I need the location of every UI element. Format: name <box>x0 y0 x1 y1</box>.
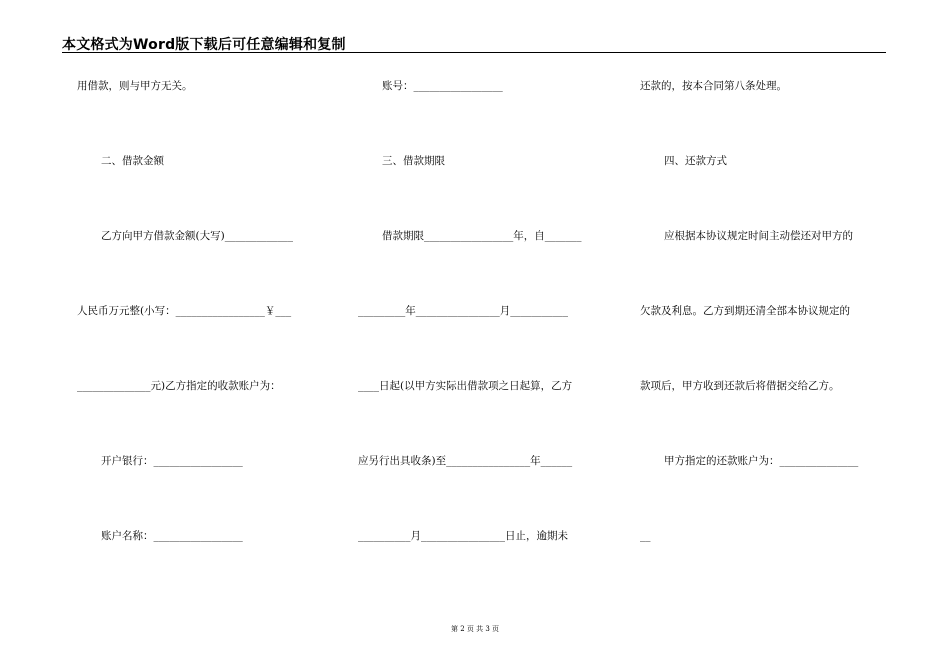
left-line-6: 开户银行：_________________ <box>101 455 243 467</box>
left-line-4: 人民币万元整(小写：_________________￥___ <box>77 305 292 317</box>
right-line-6: 甲方指定的还款账户为：_______________ <box>664 455 859 467</box>
right-line-5: 款项后，甲方收到还款后将借据交给乙方。 <box>640 380 840 392</box>
middle-line-1: 账号：_________________ <box>382 80 503 92</box>
section-heading-repayment-method: 四、还款方式 <box>664 155 727 167</box>
right-line-7: __ <box>640 530 651 542</box>
document-header-title: 本文格式为Word版下载后可任意编辑和复制 <box>62 37 346 53</box>
header-divider <box>62 52 886 53</box>
left-line-5: ______________元)乙方指定的收款账户为： <box>77 380 281 392</box>
left-line-1: 用借款，则与甲方无关。 <box>77 80 193 92</box>
right-line-1: 还款的，按本合同第八条处理。 <box>640 80 787 92</box>
left-line-3: 乙方向甲方借款金额(大写)_____________ <box>101 230 293 242</box>
section-heading-loan-term: 三、借款期限 <box>382 155 445 167</box>
middle-line-5: ____日起(以甲方实际出借款项之日起算，乙方 <box>358 380 573 392</box>
right-line-4: 欠款及利息。乙方到期还清全部本协议规定的 <box>640 305 850 317</box>
middle-line-6: 应另行出具收条)至________________年______ <box>358 455 573 467</box>
left-line-7: 账户名称：_________________ <box>101 530 243 542</box>
middle-line-7: __________月________________日止，逾期未 <box>358 530 568 542</box>
section-heading-loan-amount: 二、借款金额 <box>101 155 164 167</box>
middle-line-4: _________年________________月___________ <box>358 305 568 317</box>
right-line-3: 应根据本协议规定时间主动偿还对甲方的 <box>664 230 853 242</box>
page-number-footer: 第 2 页 共 3 页 <box>450 625 500 633</box>
middle-line-3: 借款期限_________________年，自_______ <box>382 230 582 242</box>
